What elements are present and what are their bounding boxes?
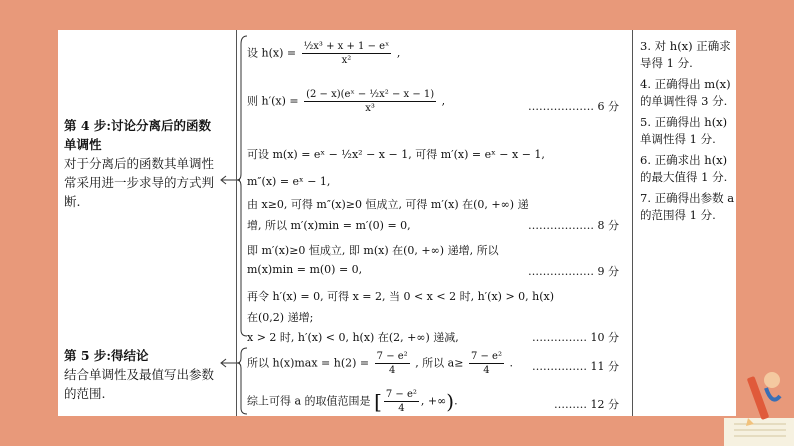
text: m(x)min = m(0) = 0, bbox=[247, 263, 363, 276]
step5-block bbox=[64, 346, 216, 403]
left-bracket: [ bbox=[374, 389, 382, 414]
solution-column bbox=[236, 30, 633, 416]
denominator: 4 bbox=[388, 365, 396, 376]
row-m-prime-min bbox=[247, 217, 625, 233]
row-define-h bbox=[247, 40, 625, 67]
fraction bbox=[469, 350, 504, 377]
text: , bbox=[441, 94, 446, 108]
row-h-max bbox=[247, 350, 625, 377]
row-m-min bbox=[247, 263, 625, 276]
numerator: (2 − x)(eˣ − ½x² − x − 1) bbox=[306, 89, 435, 100]
row-m-monotonic: 由 x≥0, 可得 m″(x)≥0 恒成立, 可得 m′(x) 在(0, +∞) 递 bbox=[247, 198, 529, 211]
content-card bbox=[58, 30, 736, 416]
denominator: x³ bbox=[365, 103, 375, 114]
step5-description: 结合单调性及最值写出参数的范围. bbox=[64, 367, 215, 401]
step-column bbox=[64, 30, 218, 416]
text: , +∞ bbox=[420, 394, 447, 408]
score: …………… 11 分 bbox=[532, 360, 619, 373]
score-item-5: 5. 正确得出 h(x) 单调性得 1 分. bbox=[640, 115, 728, 146]
row-h-increasing: 在(0,2) 递增; bbox=[247, 311, 314, 324]
score: ……………… 6 分 bbox=[528, 100, 619, 113]
row-conclusion: 综上可得 a 的取值范围是 [ $\frac{\text{7 − e²}}{4}$ , +∞). ……… 12 分 bbox=[247, 389, 619, 414]
score-item-7: 7. 正确得出参数 a 的范围得 1 分. bbox=[640, 191, 735, 222]
denominator: 4 bbox=[398, 403, 405, 414]
text: . bbox=[509, 356, 513, 370]
row-m-increasing: 即 m′(x)≥0 恒成立, 即 m(x) 在(0, +∞) 递增, 所以 bbox=[247, 244, 499, 257]
denominator: x² bbox=[341, 55, 352, 66]
fraction bbox=[304, 88, 436, 115]
text: , bbox=[396, 46, 401, 60]
row-define-m: 可设 m(x) = eˣ − ½x² − x − 1, 可得 m′(x) = eˣ − x − 1, bbox=[247, 148, 545, 161]
scoring-column bbox=[632, 30, 736, 416]
row-derivative-h bbox=[247, 88, 625, 115]
fraction bbox=[375, 350, 410, 377]
fraction bbox=[302, 40, 392, 67]
text: 则 h′(x) = bbox=[247, 94, 299, 108]
row-m-second-derivative: m″(x) = eˣ − 1, bbox=[247, 175, 331, 188]
step4-title: 第 4 步:讨论分离后的函数单调性 bbox=[64, 118, 212, 152]
numerator: 7 − e² bbox=[470, 351, 502, 362]
text: , 所以 a≥ bbox=[415, 356, 464, 370]
text: 设 h(x) = bbox=[247, 46, 297, 60]
right-paren: ) bbox=[446, 389, 455, 414]
fraction bbox=[384, 388, 419, 415]
text: 增, 所以 m′(x)min = m′(0) = 0, bbox=[247, 219, 411, 232]
score: ……… 12 分 bbox=[554, 398, 619, 411]
step4-block bbox=[64, 116, 216, 211]
score-item-6: 6. 正确求出 h(x) 的最大值得 1 分. bbox=[640, 153, 728, 184]
pencil-figure-icon bbox=[724, 366, 794, 446]
score: …………… 10 分 bbox=[532, 331, 619, 344]
denominator: 4 bbox=[483, 365, 490, 376]
row-h-decreasing bbox=[247, 329, 625, 345]
score: ……………… 9 分 bbox=[528, 265, 619, 278]
text: 所以 h(x)max = h(2) = bbox=[247, 356, 370, 370]
numerator: 7 − e² bbox=[376, 351, 408, 362]
step5-title: 第 5 步:得结论 bbox=[64, 348, 149, 363]
numerator: 7 − e² bbox=[385, 389, 417, 400]
text: 综上可得 a 的取值范围是 bbox=[247, 394, 371, 408]
score: ……………… 8 分 bbox=[528, 219, 619, 232]
step4-description: 对于分离后的函数其单调性常采用进一步求导的方式判断. bbox=[64, 156, 215, 209]
text: x > 2 时, h′(x) < 0, h(x) 在(2, +∞) 递减, bbox=[247, 331, 459, 344]
row-h-prime-zero: 再令 h′(x) = 0, 可得 x = 2, 当 0 < x < 2 时, h′(x) > 0, h(x) bbox=[247, 290, 555, 303]
score-item-3: 3. 对 h(x) 正确求导得 1 分. bbox=[640, 39, 731, 70]
score-item-4: 4. 正确得出 m(x) 的单调性得 3 分. bbox=[640, 77, 731, 108]
numerator: ½x³ + x + 1 − eˣ bbox=[303, 41, 390, 52]
